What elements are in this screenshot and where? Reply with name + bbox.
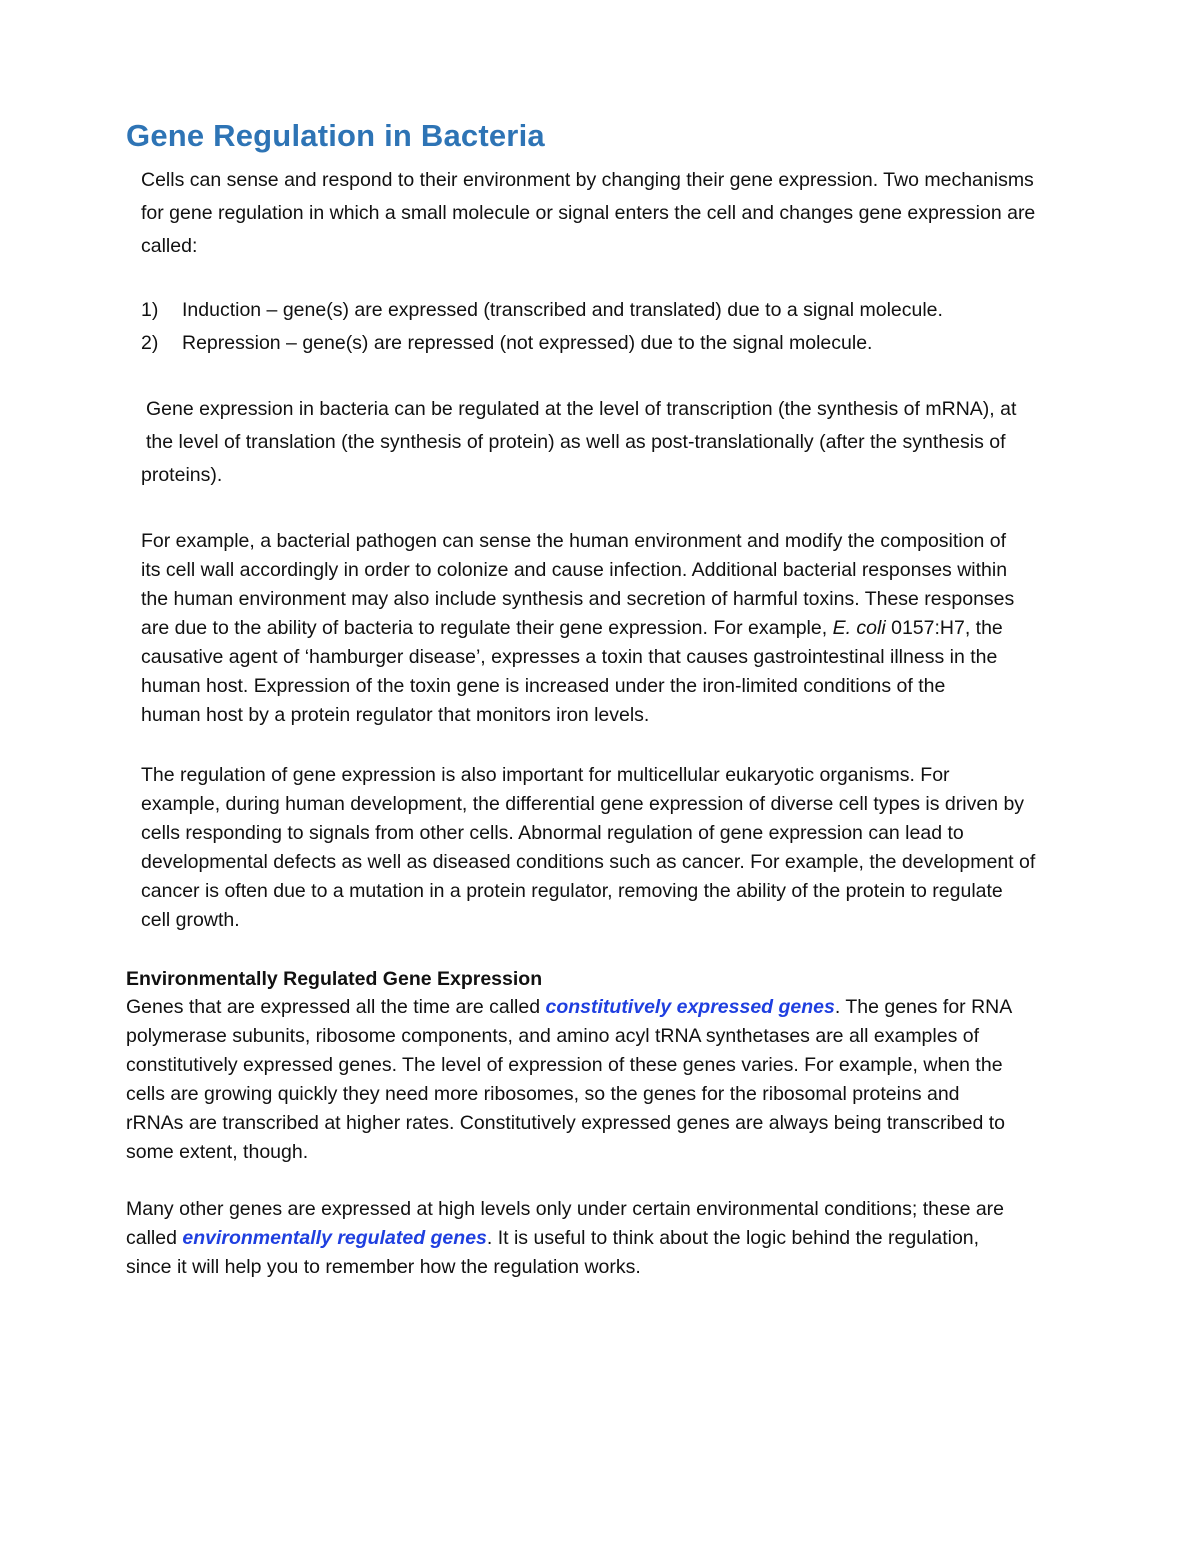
constitutive-paragraph [126, 993, 1126, 1167]
key-term-environmental: environmentally regulated genes [182, 1227, 487, 1249]
paragraph-line: its cell wall accordingly in order to colonize and cause infection. Additional bacterial responses within [141, 559, 1008, 581]
mechanism-text: Induction – gene(s) are expressed (transcribed and translated) due to a signal molecule. [182, 299, 943, 321]
paragraph-line: 0157:H7, the [885, 617, 1003, 639]
mechanism-item-repression [141, 327, 943, 360]
eukaryote-paragraph [141, 761, 1131, 935]
mechanism-item-induction [141, 294, 943, 327]
intro-line: called: [141, 235, 198, 257]
paragraph-line: cells responding to signals from other cells. Abnormal regulation of gene expression can lead to [141, 822, 964, 844]
paragraph-line: constitutively expressed genes. The level of expression of these genes varies. For example, when the [126, 1054, 1003, 1076]
paragraph-line: The regulation of gene expression is also important for multicellular eukaryotic organisms. For [141, 764, 950, 786]
paragraph-line: . The genes for RNA [834, 996, 1013, 1018]
paragraph-line: Gene expression in bacteria can be regulated at the level of transcription (the synthesis of mRNA), at [146, 398, 1017, 420]
list-number: 2) [141, 332, 159, 354]
paragraph-line: For example, a bacterial pathogen can sense the human environment and modify the composition of [141, 530, 1007, 552]
paragraph-line: human host by a protein regulator that monitors iron levels. [141, 704, 650, 726]
list-number: 1) [141, 299, 159, 321]
paragraph-line: the human environment may also include synthesis and secretion of harmful toxins. These responses [141, 588, 1015, 610]
page-title: Gene Regulation in Bacteria [126, 118, 545, 153]
paragraph-line: called [126, 1227, 183, 1249]
intro-line: for gene regulation in which a small molecule or signal enters the cell and changes gene expression are [141, 202, 1036, 224]
paragraph-line: are due to the ability of bacteria to regulate their gene expression. For example, [141, 617, 833, 639]
environmental-paragraph [126, 1195, 1126, 1282]
mechanism-text: Repression – gene(s) are repressed (not expressed) due to the signal molecule. [182, 332, 873, 354]
paragraph-line: Genes that are expressed all the time are called [126, 996, 546, 1018]
paragraph-line: human host. Expression of the toxin gene is increased under the iron-limited conditions of the [141, 675, 946, 697]
pathogen-example-paragraph [141, 527, 1126, 730]
paragraph-line: proteins). [141, 464, 223, 486]
paragraph-line: since it will help you to remember how the regulation works. [126, 1256, 641, 1278]
paragraph-line: polymerase subunits, ribosome components, and amino acyl tRNA synthetases are all examples of [126, 1025, 980, 1047]
intro-paragraph [141, 164, 1131, 263]
paragraph-line: some extent, though. [126, 1141, 309, 1163]
key-term-constitutive: constitutively expressed genes [545, 996, 835, 1018]
intro-line: Cells can sense and respond to their environment by changing their gene expression. Two mechanisms [141, 169, 1034, 191]
regulation-levels-paragraph [141, 393, 1126, 492]
paragraph-line: causative agent of ‘hamburger disease’, expresses a toxin that causes gastrointestinal illness in the [141, 646, 998, 668]
species-name: E. coli [832, 617, 886, 639]
paragraph-line: developmental defects as well as diseased conditions such as cancer. For example, the development of [141, 851, 1036, 873]
section-heading: Environmentally Regulated Gene Expression [126, 968, 543, 990]
paragraph-line: the level of translation (the synthesis of protein) as well as post-translationally (after the synthesis of [146, 431, 1006, 453]
paragraph-line: Many other genes are expressed at high levels only under certain environmental conditions; these are [126, 1198, 1005, 1220]
paragraph-line: cancer is often due to a mutation in a protein regulator, removing the ability of the protein to regulate [141, 880, 1003, 902]
paragraph-line: rRNAs are transcribed at higher rates. Constitutively expressed genes are always being transcribed to [126, 1112, 1006, 1134]
mechanisms-list [141, 294, 943, 360]
paragraph-line: cells are growing quickly they need more ribosomes, so the genes for the ribosomal proteins and [126, 1083, 960, 1105]
paragraph-line: cell growth. [141, 909, 240, 931]
paragraph-line: example, during human development, the differential gene expression of diverse cell types is driven by [141, 793, 1025, 815]
paragraph-line: . It is useful to think about the logic behind the regulation, [486, 1227, 980, 1249]
